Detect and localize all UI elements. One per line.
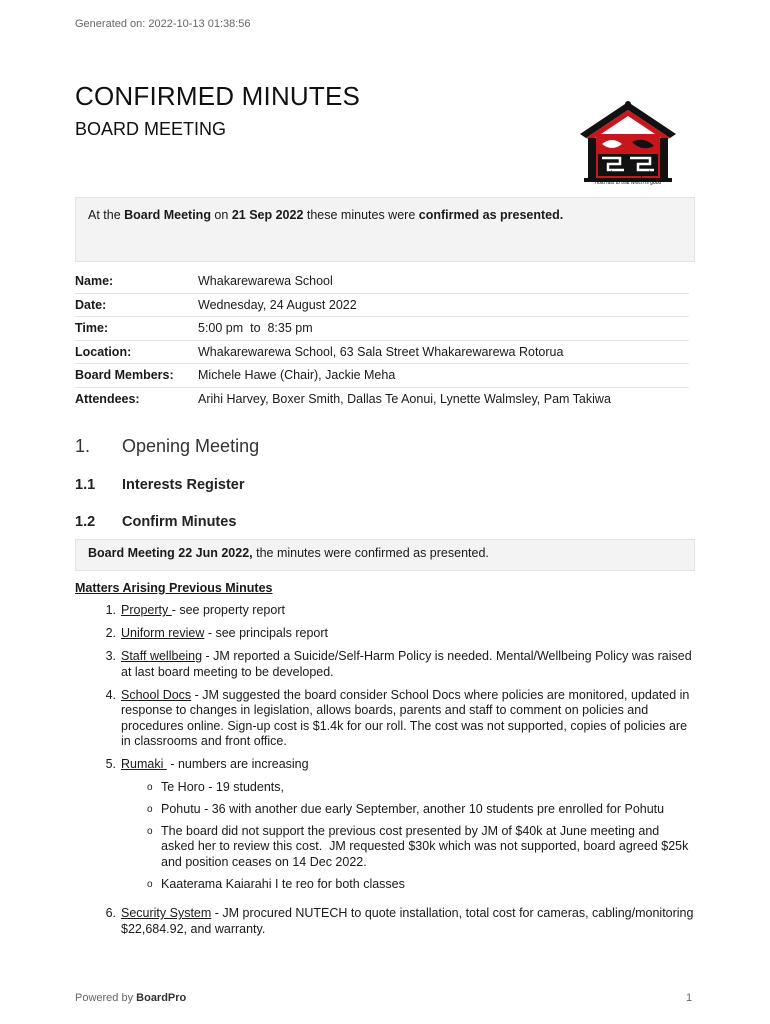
sub-item-text: Te Horo - 19 students, (161, 779, 284, 794)
sub-item-text: Kaaterama Kaiarahi I te reo for both classes (161, 876, 405, 891)
detail-value: Whakarewarewa School (198, 274, 333, 289)
logo-motto: Kia u ki te pai (605, 171, 651, 178)
detail-row-time (75, 317, 689, 341)
detail-value: Arihi Harvey, Boxer Smith, Dallas Te Aonui, Lynette Walmsley, Pam Takiwa (198, 392, 611, 407)
item-link-property[interactable]: Property (121, 603, 172, 617)
item-text (121, 906, 695, 937)
sub-item-text: Pohutu - 36 with another due early September, another 10 students pre enrolled for Pohutu (161, 801, 665, 816)
detail-row-location (75, 341, 689, 365)
list-item (75, 649, 695, 680)
item-link-uniform[interactable]: Uniform review (121, 626, 205, 640)
generated-timestamp: Generated on: 2022-10-13 01:38:56 (75, 18, 251, 30)
logo-caption (572, 171, 684, 187)
item-body: - JM procured NUTECH to quote installation, total cost for cameras, cabling/monitoring $22,684.92, and warranty. (121, 906, 694, 936)
detail-label: Date: (75, 297, 107, 312)
previous-minutes-box (75, 539, 695, 571)
item-number: 5. (105, 757, 116, 771)
sub-list-item (147, 780, 695, 796)
detail-value: Whakarewarewa School, 63 Sala Street Whakarewarewa Rotorua (198, 344, 564, 359)
subsection-number: 1.1 (75, 477, 96, 493)
confirmation-box (75, 197, 695, 262)
confirm-text-3: these minutes were (303, 208, 419, 222)
rumaki-sub-list (147, 780, 695, 893)
list-item (75, 906, 695, 937)
item-link-wellbeing[interactable]: Staff wellbeing (121, 649, 203, 663)
item-text (121, 688, 695, 750)
list-item (75, 603, 695, 619)
detail-value: Michele Hawe (Chair), Jackie Meha (198, 368, 396, 383)
detail-label: Name: (75, 274, 114, 289)
page-number: 1 (686, 992, 693, 1004)
detail-label: Location: (75, 344, 132, 359)
subsection-heading-confirm (75, 514, 236, 530)
bullet: o (147, 825, 153, 837)
detail-row-name (75, 270, 689, 294)
sub-item-text: The board did not support the previous cost presented by JM of $40k at June meeting and asked her to review this cost. JM requested $30k which was not supported, board agreed $25k and position ceases on 14 Dec 2022. (161, 823, 692, 869)
item-text (121, 603, 695, 619)
item-link-security[interactable]: Security System (121, 906, 212, 920)
section-number: 1. (75, 436, 91, 456)
subsection-number: 1.2 (75, 514, 96, 530)
section-title: Opening Meeting (122, 436, 260, 456)
item-body: - numbers are increasing (166, 757, 309, 771)
confirm-date: 21 Sep 2022 (231, 208, 304, 222)
bullet: o (147, 781, 153, 793)
detail-row-attendees (75, 388, 689, 412)
detail-row-date (75, 294, 689, 318)
detail-label: Attendees: (75, 392, 140, 407)
item-body: - see principals report (204, 626, 329, 640)
item-text (121, 649, 695, 680)
bullet: o (147, 803, 153, 815)
meeting-details (75, 270, 689, 411)
confirm-status: confirmed as presented. (418, 208, 564, 222)
detail-label: Board Members: (75, 368, 174, 383)
confirm-text-2: on (210, 208, 232, 222)
footer-brand: BoardPro (136, 992, 187, 1004)
footer-powered-by (75, 992, 186, 1004)
item-link-rumaki[interactable]: Rumaki (121, 757, 167, 771)
subsection-title: Interests Register (122, 477, 245, 493)
confirm-text-1: At the (88, 208, 125, 222)
logo-tagline: "Hold fast to that which is good" (592, 180, 664, 186)
subsection-heading-interests (75, 477, 245, 493)
matters-list (75, 603, 695, 945)
item-body: - JM suggested the board consider School Docs where policies are monitored, updated in response to changes in legislation, allows boards, parents and staff to comment on policies and procedures online. Sign-up cost is $1.4k for our roll. The cost was not supported, copies of policies are in classrooms and front office. (121, 687, 690, 748)
item-body: - see property report (171, 603, 285, 617)
item-link-schooldocs[interactable]: School Docs (121, 687, 192, 702)
item-number: 1. (105, 603, 116, 617)
item-number: 2. (105, 626, 116, 640)
section-heading-opening (75, 436, 259, 457)
list-item (75, 626, 695, 642)
previous-meeting: Board Meeting 22 Jun 2022, (88, 546, 253, 560)
item-text (121, 626, 695, 642)
subsection-title: Confirm Minutes (122, 514, 237, 530)
item-number: 4. (105, 687, 116, 702)
sub-list-item (147, 877, 695, 893)
list-item (75, 688, 695, 750)
item-number: 6. (105, 906, 116, 920)
confirm-meeting: Board Meeting (124, 208, 211, 222)
detail-label: Time: (75, 321, 109, 336)
detail-value: 5:00 pm to 8:35 pm (198, 321, 313, 336)
item-number: 3. (105, 649, 116, 663)
footer-powered-text: Powered by (75, 992, 137, 1004)
page-title: CONFIRMED MINUTES (75, 81, 361, 111)
bullet: o (147, 878, 153, 890)
detail-value: Wednesday, 24 August 2022 (198, 297, 357, 312)
matters-arising-heading: Matters Arising Previous Minutes (75, 581, 273, 595)
previous-status: the minutes were confirmed as presented. (252, 546, 489, 560)
sub-list-item (147, 802, 695, 818)
list-item (75, 757, 695, 899)
item-body: - JM reported a Suicide/Self-Harm Policy is needed. Mental/Wellbeing Policy was raised at last board meeting to be developed. (121, 649, 692, 679)
detail-row-members (75, 364, 689, 388)
page-subtitle: BOARD MEETING (75, 119, 227, 139)
sub-list-item (147, 824, 695, 871)
item-text (121, 757, 695, 899)
